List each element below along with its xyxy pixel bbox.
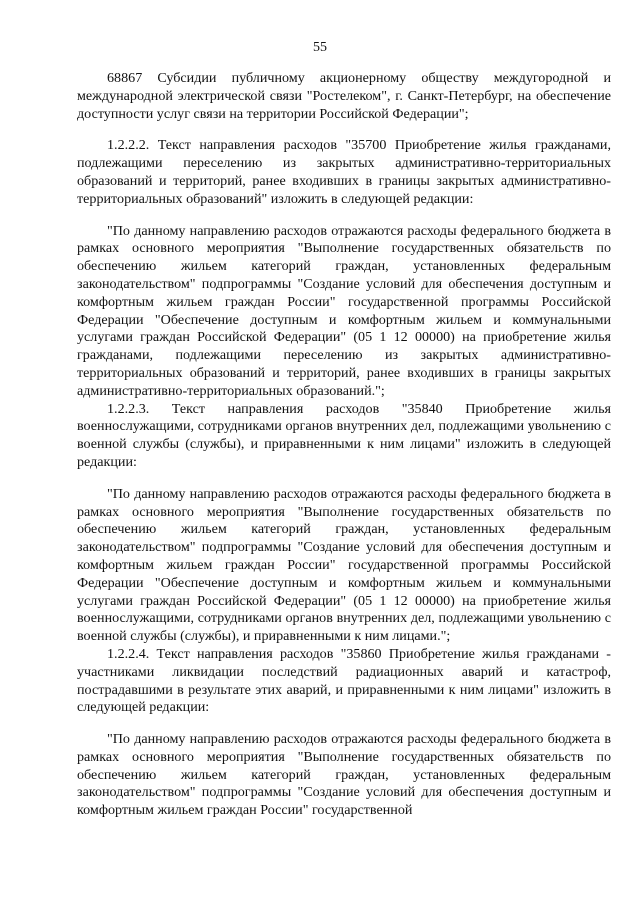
- paragraph-1-2-2-4: 1.2.2.4. Текст направления расходов "35860 Приобретение жилья гражданами - участниками ликвидации последствий радиационных аварий и катастроф, пострадавшими в результате этих аварий, и приравненными к ним лицами" изложить в следующей редакции:: [77, 645, 611, 716]
- page-number: 55: [313, 40, 327, 55]
- paragraph-subsidy-68867: 68867 Субсидии публичному акционерному обществу междугородной и международной электрической связи "Ростелеком", г. Санкт-Петербург, на обеспечение доступности услуг связи на территории Российской Федерации";: [77, 70, 611, 122]
- paragraph-1-2-2-3: 1.2.2.3. Текст направления расходов "35840 Приобретение жилья военнослужащими, сотрудниками органов внутренних дел, подлежащими увольнению с военной службы (службы), и приравненными к ним лицами" изложить в следующей редакции:: [77, 400, 611, 470]
- paragraph-35840-text: "По данному направлению расходов отражаются расходы федерального бюджета в рамках основного мероприятия "Выполнение государственных обязательств по обеспечению жильем категорий граждан, установленных федеральным законодательством" подпрограммы "Создание условий для обеспечения доступным и комфортным жильем граждан России" государственной программы Российской Федерации "Обеспечение доступным и комфортным жильем и коммунальными услугами граждан Российской Федерации" (05 1 12 00000) на приобретение жилья военнослужащими, сотрудниками органов внутренних дел, подлежащими увольнению с военной службы (службы), и приравненными к ним лицами.";: [77, 485, 611, 645]
- paragraph-35700-text: "По данному направлению расходов отражаются расходы федерального бюджета в рамках основного мероприятия "Выполнение государственных обязательств по обеспечению жильем категорий граждан, установленных федеральным законодательством" подпрограммы "Создание условий для обеспечения доступным и комфортным жильем граждан России" государственной программы Российской Федерации "Обеспечение доступным и комфортным жильем и коммунальными услугами граждан Российской Федерации" (05 1 12 00000) на приобретение жилья гражданами, подлежащими переселению из закрытых административно-территориальных образований и территорий, ранее входивших в границы закрытых административно-территориальных образований.";: [77, 222, 611, 399]
- document-body: [77, 70, 611, 820]
- paragraph-35860-text: "По данному направлению расходов отражаются расходы федерального бюджета в рамках основного мероприятия "Выполнение государственных обязательств по обеспечению жильем категорий граждан, установленных федеральным законодательством" подпрограммы "Создание условий для обеспечения доступным и комфортным жильем граждан России" государственной: [77, 731, 611, 819]
- paragraph-1-2-2-2: 1.2.2.2. Текст направления расходов "35700 Приобретение жилья гражданами, подлежащими переселению из закрытых административно-территориальных образований и территорий, ранее входивших в границы закрытых административно-территориальных образований" изложить в следующей редакции:: [77, 137, 611, 207]
